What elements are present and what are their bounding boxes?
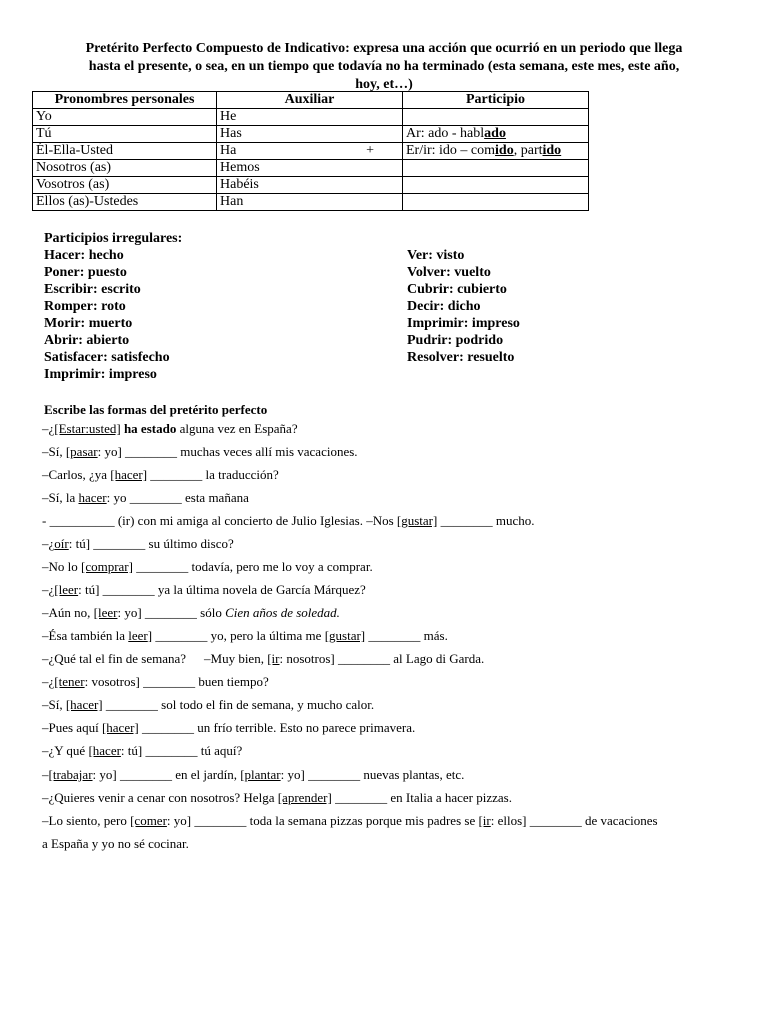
- exercise-line: –Carlos, ¿ya [hacer] ________ la traducción?: [42, 467, 279, 482]
- list-item: Pudrir: podrido: [407, 333, 504, 348]
- irregulars-left-column: [44, 247, 170, 383]
- ar-ending: ado: [484, 126, 506, 141]
- title-line-1: Pretérito Perfecto Compuesto de Indicativo: expresa una acción que ocurrió en un periodo que llega: [85, 41, 683, 56]
- exercise-line: –Sí, la hacer: yo ________ esta mañana: [42, 490, 249, 505]
- aux-cell: Habéis: [217, 177, 403, 194]
- exercise-line: –[trabajar: yo] ________ en el jardín, [plantar: yo] ________ nuevas plantas, etc.: [42, 767, 465, 782]
- title-line-3: hoy, et…): [355, 77, 413, 92]
- table-row: [33, 160, 589, 177]
- header-pronouns: Pronombres personales: [33, 92, 217, 109]
- exercise-line: –¿Qué tal el fin de semana? –Muy bien, [ir: nosotros] ________ al Lago di Garda.: [42, 651, 485, 666]
- exercise-line: –No lo [comprar] ________ todavía, pero me lo voy a comprar.: [42, 559, 373, 574]
- participle-er-rule: Er/ir: ido – comido, partido: [403, 143, 589, 160]
- list-item: Hacer: hecho: [44, 248, 124, 263]
- exercise-line: –¿[Estar:usted] ha estado alguna vez en España?: [42, 421, 298, 436]
- table-row: [33, 177, 589, 194]
- page-title: [40, 40, 728, 94]
- exercise-heading: Escribe las formas del pretérito perfecto: [44, 402, 268, 417]
- exercise-line: –Sí, [pasar: yo] ________ muchas veces allí mis vacaciones.: [42, 444, 358, 459]
- list-item: Volver: vuelto: [407, 265, 491, 280]
- pronoun-cell: Nosotros (as): [33, 160, 217, 177]
- list-item: Satisfacer: satisfecho: [44, 350, 170, 365]
- list-item: Resolver: resuelto: [407, 350, 515, 365]
- list-item: Imprimir: impreso: [44, 367, 157, 382]
- participle-cell: [403, 160, 589, 177]
- exercise-line: –¿Quieres venir a cenar con nosotros? Helga [aprender] ________ en Italia a hacer pizzas.: [42, 790, 512, 805]
- table-row: [33, 109, 589, 126]
- plus-sign: +: [366, 143, 374, 158]
- participle-cell: [403, 109, 589, 126]
- exercise-line: –¿[leer: tú] ________ ya la última novela de García Márquez?: [42, 582, 366, 597]
- conjugation-table: [32, 91, 589, 211]
- pronoun-cell: Él-Ella-Usted: [33, 143, 217, 160]
- irregulars-right-column: [407, 247, 520, 366]
- table-row: [33, 194, 589, 211]
- exercise-line: - __________ (ir) con mi amiga al concierto de Julio Iglesias. –Nos [gustar] ________ mucho.: [42, 513, 535, 528]
- aux-cell: Hemos: [217, 160, 403, 177]
- list-item: Cubrir: cubierto: [407, 282, 507, 297]
- aux-cell: He: [217, 109, 403, 126]
- exercise-line: –¿[tener: vosotros] ________ buen tiempo?: [42, 674, 269, 689]
- example-answer: ha estado: [120, 421, 177, 436]
- pronoun-cell: Vosotros (as): [33, 177, 217, 194]
- aux-cell: Han: [217, 194, 403, 211]
- participle-cell: [403, 194, 589, 211]
- list-item: Romper: roto: [44, 299, 126, 314]
- exercise-line: –Sí, [hacer] ________ sol todo el fin de semana, y mucho calor.: [42, 697, 375, 712]
- participle-ar-rule: Ar: ado - hablado: [403, 126, 589, 143]
- exercise-line: –¿Y qué [hacer: tú] ________ tú aquí?: [42, 743, 243, 758]
- exercise-line: a España y yo no sé cocinar.: [42, 836, 189, 851]
- table-row: [33, 126, 589, 143]
- irregulars-heading: Participios irregulares:: [44, 231, 183, 246]
- exercise-line: –Aún no, [leer: yo] ________ sólo Cien años de soledad.: [42, 605, 340, 620]
- table-header-row: [33, 92, 589, 109]
- list-item: Abrir: abierto: [44, 333, 130, 348]
- header-auxiliar: Auxiliar: [217, 92, 403, 109]
- list-item: Decir: dicho: [407, 299, 481, 314]
- aux-cell: Ha +: [217, 143, 403, 160]
- pronoun-cell: Ellos (as)-Ustedes: [33, 194, 217, 211]
- list-item: Ver: visto: [407, 248, 465, 263]
- book-title: Cien años de soledad.: [225, 605, 340, 620]
- list-item: Escribir: escrito: [44, 282, 141, 297]
- title-line-2: hasta el presente, o sea, en un tiempo que todavía no ha terminado (esta semana, este mes, este año,: [88, 59, 680, 74]
- er-ending: ido: [495, 143, 514, 158]
- participle-cell: [403, 177, 589, 194]
- exercise-line: –Pues aquí [hacer] ________ un frío terrible. Esto no parece primavera.: [42, 720, 416, 735]
- list-item: Poner: puesto: [44, 265, 127, 280]
- exercise-line: –Lo siento, pero [comer: yo] ________ toda la semana pizzas porque mis padres se [ir: ellos] ________ de vacaciones: [42, 813, 658, 828]
- header-participio: Participio: [403, 92, 589, 109]
- exercise-line: –¿oír: tú] ________ su último disco?: [42, 536, 234, 551]
- pronoun-cell: Tú: [33, 126, 217, 143]
- exercise-line: –Ésa también la leer] ________ yo, pero la última me [gustar] ________ más.: [42, 628, 448, 643]
- list-item: Imprimir: impreso: [407, 316, 520, 331]
- list-item: Morir: muerto: [44, 316, 133, 331]
- aux-cell: Has: [217, 126, 403, 143]
- table-row: [33, 143, 589, 160]
- ir-ending: ido: [542, 143, 562, 158]
- pronoun-cell: Yo: [33, 109, 217, 126]
